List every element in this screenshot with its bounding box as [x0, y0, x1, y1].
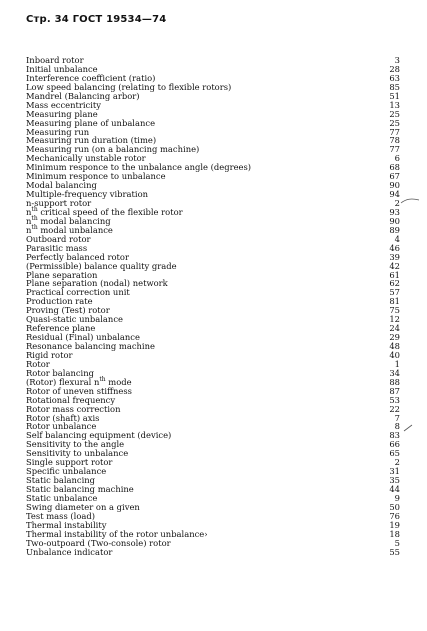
- index-term: Quasi-static unbalance: [26, 314, 123, 325]
- index-page-number: 48: [389, 341, 400, 351]
- index-page-number: 39: [389, 251, 400, 262]
- index-term: Thermal instability of the rotor unbalance›: [26, 528, 208, 539]
- index-term: Sensitivity to the angle: [26, 439, 125, 450]
- index-term: Outboard rotor: [26, 233, 91, 244]
- index-page-number: 19: [389, 519, 400, 530]
- index-entry: [26, 351, 400, 360]
- index-page-number: 9: [394, 492, 400, 503]
- index-page-number: 93: [389, 206, 400, 217]
- index-page-number: 62: [389, 278, 400, 289]
- index-page-number: 77: [389, 144, 400, 155]
- index-term: Self balancing equipment (device): [26, 430, 172, 441]
- index-page-number: 66: [389, 439, 400, 450]
- index-term: Measuring run: [26, 126, 90, 137]
- index-page-number: 76: [389, 510, 400, 521]
- index-term: Interference coefficient (ratio): [26, 72, 156, 83]
- pencil-mark-icon: [403, 423, 413, 433]
- index-page-number: 8: [394, 421, 400, 432]
- index-term: Rigid rotor: [26, 349, 73, 360]
- index-page-number: 87: [389, 385, 400, 396]
- index-entry: [26, 342, 400, 351]
- index-term: $n^{th}$ modal balancing: [26, 215, 111, 226]
- page-header: Стр. 34 ГОСТ 19534—74: [26, 14, 167, 25]
- index-page-number: 7: [394, 412, 400, 423]
- index-page-number: 51: [389, 90, 400, 101]
- index-page-number: 88: [389, 376, 400, 387]
- index-term: Unbalance indicator: [26, 546, 113, 557]
- index-term: Rotational frequency: [26, 394, 116, 405]
- index-term: Perfectly balanced rotor: [26, 251, 129, 262]
- index-page-number: 68: [389, 162, 400, 173]
- index-page-number: 85: [389, 81, 400, 92]
- index-term: Static balancing: [26, 475, 96, 486]
- index-page-number: 90: [389, 180, 400, 191]
- index-page-number: 75: [389, 305, 400, 316]
- index-page-number: 50: [389, 501, 400, 512]
- index-page-number: 78: [389, 135, 400, 146]
- index-term: Rotor: [26, 358, 50, 369]
- index-page-number: 57: [389, 287, 400, 298]
- index-term: Swing diameter on a given: [26, 501, 140, 512]
- index-page-number: 34: [389, 367, 400, 378]
- index-term: Static unbalance: [26, 492, 98, 503]
- index-term: Measuring plane: [26, 108, 98, 119]
- index-page-number: 4: [394, 233, 400, 244]
- index-term: Thermal instability: [26, 519, 107, 530]
- index-page-number: 63: [389, 72, 400, 83]
- index-page-number: 67: [389, 171, 400, 182]
- index-term: Measuring run (on a balancing machine): [26, 144, 200, 155]
- index-page-number: 40: [389, 349, 400, 360]
- index-term: Test mass (load): [26, 510, 96, 521]
- index-term: Multiple-frequency vibration: [26, 189, 149, 200]
- index-term: Rotor mass correction: [26, 403, 121, 414]
- index-page-number: 81: [389, 296, 400, 307]
- index-term: Proving (Test) rotor: [26, 305, 110, 316]
- index-term: Rotor balancing: [26, 367, 94, 378]
- index-term: (Rotor) flexural $n^{th}$ mode: [26, 375, 132, 387]
- index-page-number: 2: [394, 198, 400, 208]
- index-page-number: 28: [389, 63, 400, 74]
- index-page-number: 42: [389, 260, 400, 271]
- index-page-number: 29: [389, 332, 400, 343]
- index-page-number: 77: [389, 126, 400, 137]
- index-term: Rotor of uneven stiffness: [26, 385, 132, 396]
- index-term: Modal balancing: [26, 180, 97, 191]
- index-term: $n^{th}$ critical speed of the flexible rotor: [26, 206, 183, 217]
- index-entry: [26, 548, 400, 557]
- index-term: Minimum responce to the unbalance angle (degrees): [26, 162, 252, 173]
- index-term: Plane separation (nodal) network: [26, 278, 168, 289]
- index-page-number: 2: [394, 457, 400, 468]
- index-term: Low speed balancing (relating to flexible rotors): [26, 81, 232, 92]
- index-page-number: 5: [394, 537, 400, 548]
- index-term: n-support rotor: [26, 198, 92, 208]
- index-term: Static balancing machine: [26, 484, 134, 494]
- index-term: Plane separation: [26, 269, 98, 280]
- index-term: Rotor unbalance: [26, 421, 97, 432]
- index-page-number: 6: [394, 153, 400, 164]
- index-page-number: 90: [389, 215, 400, 226]
- index-term: (Permissible) balance quality grade: [26, 260, 177, 271]
- index-page-number: 12: [389, 314, 400, 325]
- index-page-number: 83: [389, 430, 400, 441]
- index-page-number: 22: [389, 403, 400, 414]
- index-page-number: 53: [389, 394, 400, 405]
- index-page-number: 31: [389, 466, 400, 477]
- index-term: Two-outpoard (Two-console) rotor: [26, 537, 171, 548]
- index-page-number: 55: [389, 546, 400, 557]
- index-term: Rotor (shaft) axis: [26, 412, 100, 423]
- term-index-list: [26, 56, 400, 557]
- index-term: $n^{th}$ modal unbalance: [26, 224, 113, 235]
- index-term: Parasitic mass: [26, 242, 88, 253]
- index-term: Measuring plane of unbalance: [26, 117, 156, 128]
- index-term: Single support rotor: [26, 457, 113, 468]
- index-page-number: 1: [394, 358, 400, 369]
- index-page-number: 24: [389, 323, 400, 334]
- index-term: Measuring run duration (time): [26, 135, 157, 146]
- index-term: Resonance balancing machine: [26, 341, 155, 351]
- index-page-number: 3: [394, 55, 400, 65]
- index-term: Practical correction unit: [26, 287, 130, 298]
- index-term: Residual (Final) unbalance: [26, 332, 140, 343]
- index-term: Minimum responce to unbalance: [26, 171, 166, 182]
- index-page-number: 35: [389, 475, 400, 486]
- index-page-number: 46: [389, 242, 400, 253]
- index-term: Mass eccentricity: [26, 99, 102, 110]
- index-page-number: 25: [389, 108, 400, 119]
- pencil-mark-icon: [400, 196, 420, 206]
- index-page-number: 65: [389, 448, 400, 459]
- index-term: Initial unbalance: [26, 63, 98, 74]
- index-page-number: 25: [389, 117, 400, 128]
- index-page-number: 13: [389, 99, 400, 110]
- index-page-number: 18: [389, 528, 400, 539]
- index-term: Reference plane: [26, 323, 96, 334]
- index-page-number: 44: [389, 484, 400, 494]
- index-term: Sensitivity to unbalance: [26, 448, 129, 459]
- index-term: Mechanically unstable rotor: [26, 153, 146, 164]
- index-term: Production rate: [26, 296, 93, 307]
- index-page-number: 94: [389, 189, 400, 200]
- index-page-number: 61: [389, 269, 400, 280]
- index-term: Mandrel (Balancing arbor): [26, 90, 140, 101]
- index-page-number: 89: [389, 224, 400, 235]
- index-term: Specific unbalance: [26, 466, 107, 477]
- index-term: Inboard rotor: [26, 55, 84, 65]
